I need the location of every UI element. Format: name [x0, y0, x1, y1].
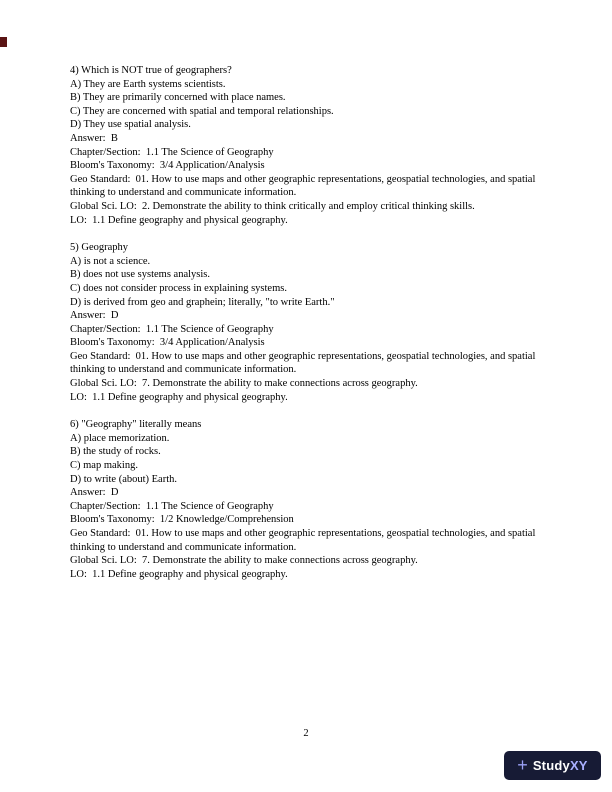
option-d: D) is derived from geo and graphein; literally, "to write Earth.": [70, 296, 335, 308]
logo-text-xy: XY: [569, 758, 588, 773]
geo-standard-line: Geo Standard: 01. How to use maps and other geographic representations, geospatial technologies, and spatial thinking to understand and communicate information.: [70, 528, 538, 553]
option-d: D) to write (about) Earth.: [70, 473, 178, 485]
question-stem: 6) "Geography" literally means: [70, 419, 202, 431]
bloom-taxonomy-line: Bloom's Taxonomy: 3/4 Application/Analysis: [70, 337, 265, 349]
question-block-6: [70, 418, 548, 581]
option-a: A) place memorization.: [70, 432, 170, 444]
lo-line: LO: 1.1 Define geography and physical geography.: [70, 391, 288, 403]
page-number: 2: [303, 728, 309, 739]
page-content: [70, 64, 548, 595]
page-edge-artifact: [0, 37, 7, 47]
geo-standard-line: Geo Standard: 01. How to use maps and other geographic representations, geospatial technologies, and spatial thinking to understand and communicate information.: [70, 350, 538, 376]
bloom-taxonomy-line: Bloom's Taxonomy: 3/4 Application/Analysis: [70, 160, 265, 172]
studyxy-logo-text: [533, 758, 588, 773]
option-b: B) They are primarily concerned with place names.: [70, 92, 286, 104]
global-sci-lo-line: Global Sci. LO: 2. Demonstrate the ability to think critically and employ critical thinking skills.: [70, 200, 475, 212]
option-c: C) map making.: [70, 460, 138, 472]
answer-line: Answer: D: [70, 310, 119, 322]
studyxy-logo-badge: [504, 751, 601, 780]
option-a: A) They are Earth systems scientists.: [70, 78, 226, 90]
option-b: B) does not use systems analysis.: [70, 269, 210, 281]
global-sci-lo-line: Global Sci. LO: 7. Demonstrate the ability to make connections across geography.: [70, 378, 418, 390]
plus-icon: +: [517, 754, 528, 775]
lo-line: LO: 1.1 Define geography and physical geography.: [70, 214, 288, 226]
option-a: A) is not a science.: [70, 255, 151, 267]
answer-line: Answer: D: [70, 487, 119, 499]
option-c: C) does not consider process in explaining systems.: [70, 282, 287, 294]
question-stem: 4) Which is NOT true of geographers?: [70, 65, 232, 76]
option-b: B) the study of rocks.: [70, 446, 161, 458]
logo-text-study: Study: [532, 758, 570, 773]
question-block-5: [70, 241, 548, 404]
lo-line: LO: 1.1 Define geography and physical geography.: [70, 568, 288, 580]
chapter-section-line: Chapter/Section: 1.1 The Science of Geography: [70, 146, 274, 158]
chapter-section-line: Chapter/Section: 1.1 The Science of Geography: [70, 500, 274, 512]
geo-standard-line: Geo Standard: 01. How to use maps and other geographic representations, geospatial technologies, and spatial thinking to understand and communicate information.: [70, 173, 538, 199]
option-c: C) They are concerned with spatial and temporal relationships.: [70, 105, 334, 117]
global-sci-lo-line: Global Sci. LO: 7. Demonstrate the ability to make connections across geography.: [70, 555, 418, 567]
bloom-taxonomy-line: Bloom's Taxonomy: 1/2 Knowledge/Comprehension: [70, 514, 294, 526]
chapter-section-line: Chapter/Section: 1.1 The Science of Geography: [70, 323, 274, 335]
question-block-4: [70, 64, 548, 227]
question-stem: 5) Geography: [70, 242, 129, 254]
option-d: D) They use spatial analysis.: [70, 119, 191, 131]
answer-line: Answer: B: [70, 132, 118, 144]
